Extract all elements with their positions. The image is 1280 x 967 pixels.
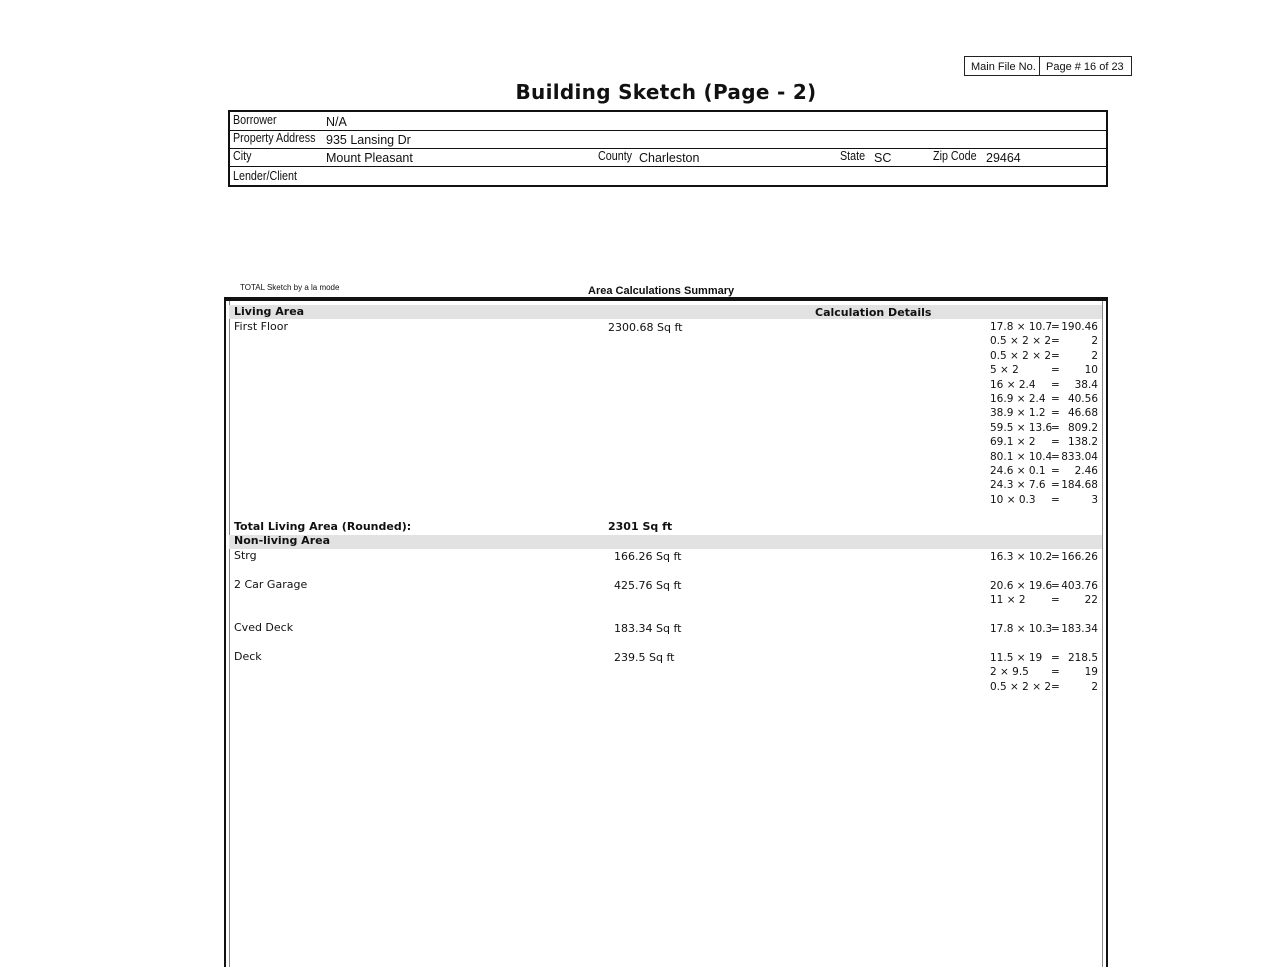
calc-result: 403.76 [1061, 580, 1098, 592]
calc-expr: 24.6 × 0.1 [990, 464, 1046, 477]
calc-line [990, 478, 1098, 492]
page-title: Building Sketch (Page - 2) [515, 80, 817, 104]
city-label: City [233, 149, 252, 163]
deck-area: 239.5 Sq ft [614, 651, 675, 664]
calc-eq: = [1051, 580, 1060, 592]
garage-area: 425.76 Sq ft [614, 579, 682, 592]
calc-expr: 20.6 × 19.6 [990, 580, 1053, 592]
calc-expr: 10 × 0.3 [990, 493, 1036, 506]
calc-eq: = [1051, 479, 1060, 492]
strg-calcs [990, 550, 1098, 564]
calc-line [990, 464, 1098, 478]
calc-result: 46.68 [1067, 407, 1098, 420]
cved-deck-calcs [990, 622, 1098, 636]
calc-expr: 17.8 × 10.7 [990, 321, 1053, 333]
lender-row [230, 168, 1106, 186]
calc-result: 833.04 [1061, 450, 1098, 463]
calc-line [990, 392, 1098, 406]
calc-eq: = [1051, 364, 1060, 377]
calc-result: 10 [1084, 364, 1098, 377]
garage-calcs [990, 579, 1098, 608]
calc-eq: = [1051, 680, 1060, 693]
first-floor-area: 2300.68 Sq ft [608, 321, 683, 334]
calc-eq: = [1051, 652, 1060, 664]
living-area-band [229, 305, 1102, 319]
page-number: Page # 16 of 23 [1046, 61, 1124, 73]
calc-line [990, 680, 1098, 694]
calc-line [990, 349, 1098, 363]
calc-eq: = [1051, 349, 1060, 362]
calc-line [990, 493, 1098, 507]
first-floor-name: First Floor [234, 320, 289, 333]
calc-result: 2 [1091, 335, 1098, 348]
calc-eq: = [1051, 436, 1060, 449]
deck-calcs [990, 651, 1098, 694]
calc-eq: = [1051, 551, 1060, 563]
property-info-table [228, 110, 1108, 187]
calc-result: 2 [1091, 680, 1098, 693]
panel-inner-border-right [1102, 301, 1103, 967]
city-row [230, 148, 1106, 167]
calc-result: 40.56 [1067, 392, 1098, 405]
calc-result: 166.26 [1061, 551, 1098, 563]
cved-deck-name: Cved Deck [234, 621, 294, 634]
calc-expr: 2 × 9.5 [990, 666, 1029, 679]
calc-result: 138.2 [1067, 436, 1098, 449]
county-value: Charleston [639, 151, 700, 165]
calc-expr: 59.5 × 13.6 [990, 421, 1053, 434]
calc-eq: = [1051, 450, 1060, 463]
calc-expr: 38.9 × 1.2 [990, 407, 1046, 420]
calc-eq: = [1051, 493, 1060, 506]
borrower-row [230, 112, 1106, 131]
non-living-area-band [229, 535, 1102, 549]
calc-line [990, 363, 1098, 377]
calc-result: 22 [1084, 594, 1098, 607]
calc-expr: 16.3 × 10.2 [990, 551, 1053, 563]
calc-line [990, 320, 1098, 334]
calc-result: 184.68 [1061, 479, 1098, 492]
calc-result: 19 [1084, 666, 1098, 679]
calc-line [990, 550, 1098, 564]
deck-name: Deck [234, 650, 262, 663]
calc-line [990, 378, 1098, 392]
calc-expr: 24.3 × 7.6 [990, 479, 1046, 492]
software-label: TOTAL Sketch by a la mode [240, 283, 340, 292]
zip-value: 29464 [986, 151, 1021, 165]
calc-expr: 0.5 × 2 × 2 [990, 335, 1052, 348]
calc-eq: = [1051, 407, 1060, 420]
calc-eq: = [1051, 421, 1060, 434]
calc-line [990, 406, 1098, 420]
cved-deck-area: 183.34 Sq ft [614, 622, 682, 635]
strg-area: 166.26 Sq ft [614, 550, 682, 563]
calc-line [990, 421, 1098, 435]
strg-name: Strg [234, 549, 257, 562]
calc-expr: 16 × 2.4 [990, 378, 1036, 391]
state-value: SC [874, 151, 892, 165]
calc-expr: 0.5 × 2 × 2 [990, 349, 1052, 362]
address-label: Property Address [233, 131, 316, 145]
living-area-heading: Living Area [234, 305, 305, 318]
zip-label: Zip Code [933, 149, 977, 163]
city-value: Mount Pleasant [326, 151, 413, 165]
first-floor-calcs [990, 320, 1098, 507]
calc-line [990, 665, 1098, 679]
calc-line [990, 435, 1098, 449]
summary-title: Area Calculations Summary [588, 285, 735, 297]
borrower-value: N/A [326, 115, 347, 129]
calc-expr: 11 × 2 [990, 594, 1026, 607]
calc-line [990, 334, 1098, 348]
calc-eq: = [1051, 321, 1060, 333]
lender-label: Lender/Client [233, 169, 297, 183]
calc-expr: 80.1 × 10.4 [990, 450, 1053, 463]
calc-line [990, 579, 1098, 593]
borrower-label: Borrower [233, 113, 277, 127]
calc-result: 190.46 [1061, 321, 1098, 333]
total-living-value: 2301 Sq ft [608, 520, 673, 533]
calc-result: 809.2 [1067, 421, 1098, 434]
calc-result: 3 [1091, 493, 1098, 506]
calc-details-heading: Calculation Details [815, 306, 932, 319]
calc-eq: = [1051, 666, 1060, 679]
calc-eq: = [1051, 623, 1060, 635]
calc-expr: 16.9 × 2.4 [990, 392, 1046, 405]
calc-expr: 11.5 × 19 [990, 652, 1043, 664]
calc-result: 218.5 [1067, 652, 1098, 664]
calc-result: 38.4 [1074, 378, 1098, 391]
calc-line [990, 622, 1098, 636]
calc-line [990, 450, 1098, 464]
calc-result: 183.34 [1061, 623, 1098, 635]
calc-expr: 5 × 2 [990, 364, 1019, 377]
calc-line [990, 651, 1098, 665]
address-value: 935 Lansing Dr [326, 133, 411, 147]
calc-eq: = [1051, 594, 1060, 607]
non-living-heading: Non-living Area [234, 534, 330, 547]
address-row [230, 130, 1106, 149]
calc-eq: = [1051, 464, 1060, 477]
calc-expr: 17.8 × 10.3 [990, 623, 1053, 635]
file-number-box [964, 56, 1132, 76]
calc-line [990, 593, 1098, 607]
state-label: State [840, 149, 866, 163]
calc-result: 2.46 [1074, 464, 1098, 477]
garage-name: 2 Car Garage [234, 578, 308, 591]
calc-eq: = [1051, 335, 1060, 348]
total-living-label: Total Living Area (Rounded): [234, 520, 412, 533]
panel-inner-border-left [229, 301, 230, 967]
calc-eq: = [1051, 392, 1060, 405]
county-label: County [598, 149, 633, 163]
calc-eq: = [1051, 378, 1060, 391]
main-file-label: Main File No. [965, 57, 1040, 75]
calc-expr: 0.5 × 2 × 2 [990, 680, 1052, 693]
calc-result: 2 [1091, 349, 1098, 362]
calc-expr: 69.1 × 2 [990, 436, 1036, 449]
